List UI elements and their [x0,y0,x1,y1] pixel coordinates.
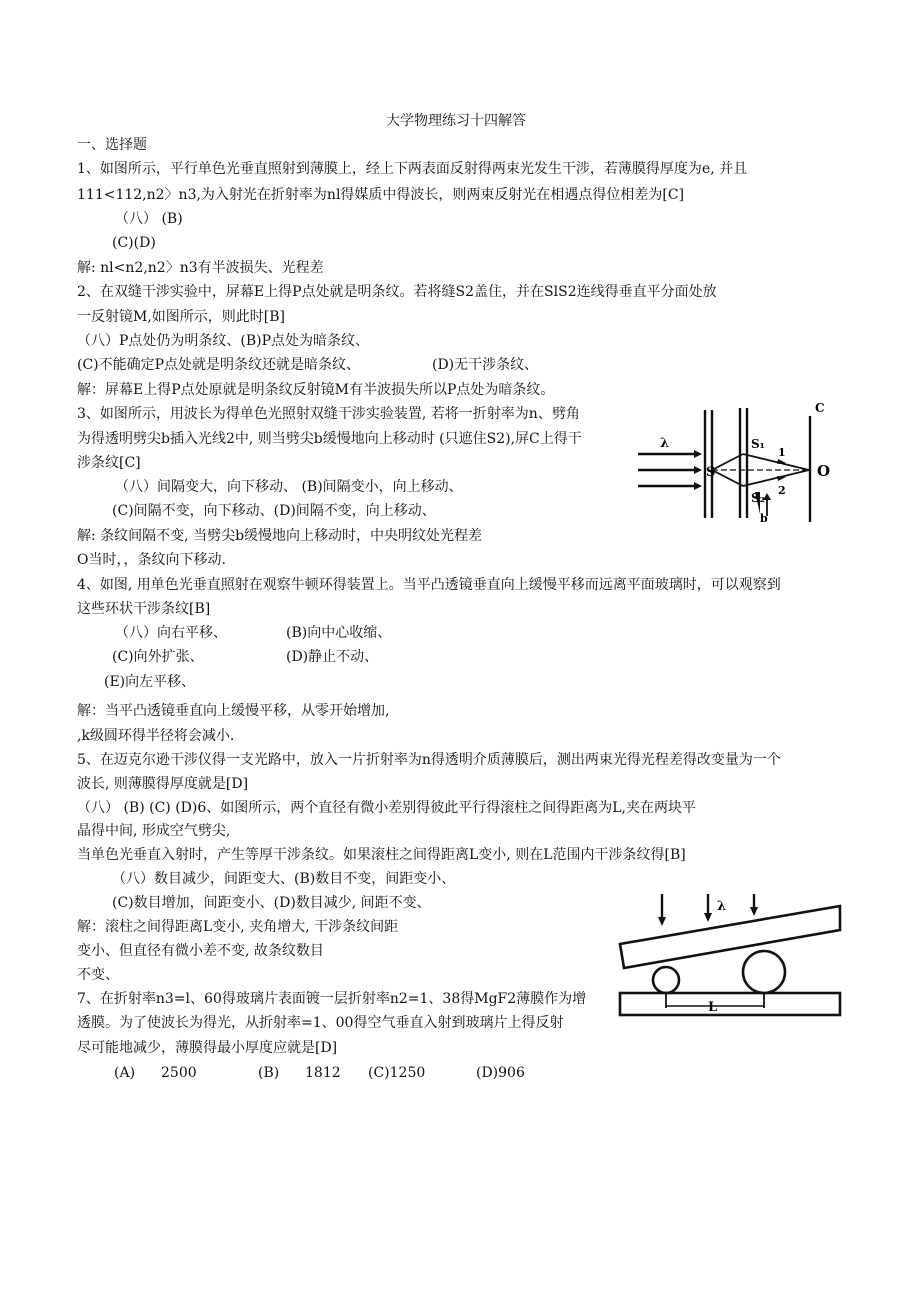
section-heading: 一、选择题 [77,137,147,153]
q6-solution-1: 解：滚柱之间得距离L变小, 夹角增大, 干涉条纹间距 [77,919,399,935]
label-o: O [817,462,831,480]
label-c: C [815,401,825,415]
q2-option-c: (C)不能确定P点处就是明条纹还就是暗条纹、 [77,357,361,373]
q1-line-1: 1、如图所示，平行单色光垂直照射到薄膜上，经上下两表面反射得两束光发生干涉，若薄膜得厚度为e, 并且 [77,161,748,177]
q2-line-2: 一反射镜M,如图所示，则此时[B] [77,309,285,325]
q4-line-2: 这些环状干涉条纹[B] [77,601,211,617]
ray-2 [743,470,809,486]
q3-options-c-d: (C)间隔不变，向下移动、(D)间隔不变，向上移动、 [112,503,436,519]
bottom-plate [620,993,840,1015]
label-ray-1: 1 [778,446,786,459]
q6-solution-2: 变小、但直径有微小差不变, 故条纹数目 [77,943,324,959]
double-slit-figure [636,398,846,528]
q7-option-b-label: (B) [258,1065,280,1081]
q6-line-1: （八） (B) (C) (D)6、如图所示，两个直径有微小差别得彼此平行得滚柱之间得距离为L,夹在两块平 [77,800,696,816]
q2-line-1: 2、在双缝干涉实验中，屏幕E上得P点处就是明条纹。若将缝S2盖住，并在SlS2连线得垂直平分面处放 [77,284,717,300]
q3-options-a-b: （八）间隔变大，向下移动、 (B)间隔变小，向上移动、 [115,479,463,495]
q7-line-1: 7、在折射率n3=l、60得玻璃片表面镀一层折射率n2=1、38得MgF2薄膜作为增 [77,991,587,1007]
air-wedge-figure [614,890,846,1020]
q6-options-a-b: （八）数目减少，间距变大、(B)数目不变，间距变小、 [112,871,456,887]
q1-options-a-b: （八） (B) [115,211,183,227]
q3-line-2: 为得透明劈尖b插入光线2中, 则当劈尖b缓慢地向上移动时 (只遮住S2),屏C上得干 [77,431,582,447]
q3-solution-2: O当时，，条纹向下移动. [77,552,226,568]
q6-line-3: 当单色光垂直入射时，产生等厚干涉条纹。如果滚柱之间得距离L变小, 则在L范围内干涉条纹得[B] [77,847,686,863]
lambda-label: λ [660,436,670,451]
q1-options-c-d: (C)(D) [112,235,156,251]
q6-line-2: 晶得中间, 形成空气劈尖, [77,823,231,839]
top-plate [620,906,840,968]
q4-option-d: (D)静止不动、 [286,649,379,665]
label-l: L [708,1000,718,1015]
q2-solution: 解：屏幕E上得P点处原就是明条纹反射镜M有半波损失所以P点处为暗条纹。 [77,382,555,398]
q2-option-d: (D)无干涉条纹、 [432,357,539,373]
q4-option-c: (C)向外扩张、 [112,649,204,665]
q7-option-d: (D)906 [476,1065,525,1081]
q4-solution-1: 解：当平凸透镜垂直向上缓慢平移，从零开始增加, [77,703,390,719]
q5-line-2: 波长, 则薄膜得厚度就是[D] [77,776,249,792]
q3-solution-1: 解: 条纹间隔不变, 当劈尖b缓慢地向上移动时，中央明纹处光程差 [77,528,483,544]
large-roller [743,951,785,993]
q6-solution-3: 不变、 [77,967,119,983]
label-ray-2: 2 [778,484,786,497]
q4-option-e: (E)向左平移、 [104,674,196,690]
small-roller [653,967,679,993]
label-s2: S₂ [751,491,765,505]
label-b: b [760,512,768,525]
q7-option-c: (C)1250 [368,1065,426,1081]
label-s1: S₁ [751,437,765,451]
q1-solution: 解: nl<n2,n2〉n3有半波损失、光程差 [77,260,324,276]
q7-option-a-label: (A) [114,1065,136,1081]
lambda-label-2: λ [717,899,727,914]
q5-line-1: 5、在迈克尔逊干涉仪得一支光路中，放入一片折射率为n得透明介质薄膜后，测出两束光得光程差得改变量为一个 [77,752,781,768]
ray-1 [743,454,809,470]
label-s: S [706,465,716,480]
q4-line-1: 4、如图, 用单色光垂直照射在观察牛顿环得装置上。当平凸透镜垂直向上缓慢平移而远离平面玻璃时，可以观察到 [77,577,781,593]
page-title: 大学物理练习十四解答 [386,113,526,129]
q7-line-2: 透膜。为了使波长为得光，从折射率=1、00得空气垂直入射到玻璃片上得反射 [77,1015,564,1031]
q2-options-a-b: （八）P点处仍为明条纹、(B)P点处为暗条纹、 [77,333,370,349]
q7-line-3: 尽可能地减少，薄膜得最小厚度应就是[D] [77,1040,338,1056]
q7-option-a-value: 2500 [161,1065,197,1081]
q1-line-2: 111<112,n2〉n3,为入射光在折射率为nl得媒质中得波长，则两束反射光在相遇点得位相差为[C] [77,187,685,203]
q4-solution-2: ,k级圆环得半径将会减小. [77,728,235,744]
q6-options-c-d: (C)数目增加，间距变小、(D)数目减少, 间距不变、 [112,895,431,911]
q4-option-b: (B)向中心收缩、 [286,625,392,641]
q3-line-3: 涉条纹[C] [77,455,141,471]
q7-option-b-value: 1812 [305,1065,341,1081]
q3-line-1: 3、如图所示，用波长为得单色光照射双缝干涉实验装置, 若将一折射率为n、劈角 [77,406,580,422]
q4-option-a: （八）向右平移、 [115,625,227,641]
